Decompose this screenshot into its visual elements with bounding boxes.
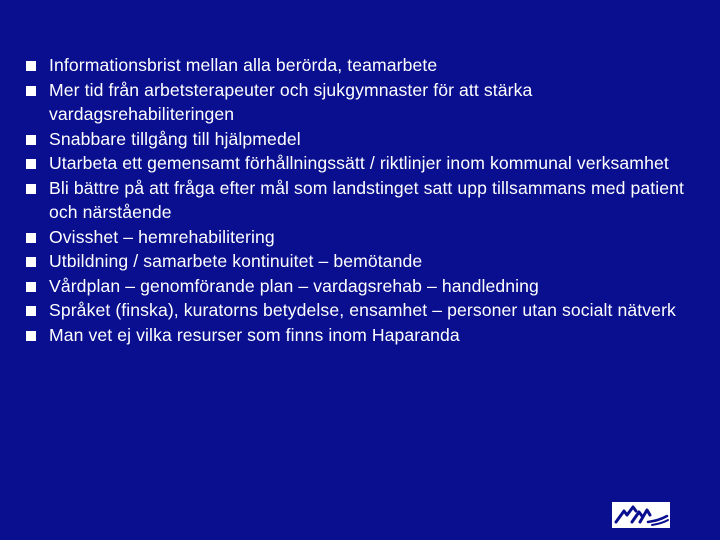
square-bullet-icon [26,331,36,341]
bullet-text: Ovisshet – hemrehabilitering [49,226,275,247]
bullet-text: Utbildning / samarbete kontinuitet – bemötande [49,251,423,271]
bullet-item [26,127,706,152]
bullet-text: Bli bättre på att fråga efter mål som landstinget satt upp tillsammans med patient och närstående [49,177,685,222]
bullet-item [26,323,706,348]
square-bullet-icon [26,257,36,267]
bullet-list [26,53,706,347]
square-bullet-icon [26,282,36,292]
bullet-text: Vårdplan – genomförande plan – vardagsrehab – handledning [49,275,539,296]
bullet-text: Mer tid från arbetsterapeuter och sjukgymnaster för att stärka vardagsrehabiliteringen [49,79,533,124]
bullet-item [26,53,706,78]
bullet-item [26,274,706,299]
bullet-item [26,225,706,250]
nll-logo-icon [612,502,670,528]
square-bullet-icon [26,159,36,169]
bullet-item [26,151,706,176]
bullet-item [26,176,706,225]
square-bullet-icon [26,233,36,243]
bullet-text: Snabbare tillgång till hjälpmedel [49,128,301,149]
square-bullet-icon [26,306,36,316]
bullet-item [26,298,706,323]
square-bullet-icon [26,61,36,71]
bullet-item [26,78,706,127]
bullet-text: Informationsbrist mellan alla berörda, teamarbete [49,55,438,75]
square-bullet-icon [26,184,36,194]
bullet-text: Språket (finska), kuratorns betydelse, ensamhet – personer utan socialt nätverk [49,300,676,320]
square-bullet-icon [26,135,36,145]
bullet-text: Man vet ej vilka resurser som finns inom Haparanda [49,324,460,345]
bullet-item [26,249,706,274]
bullet-text: Utarbeta ett gemensamt förhållningssätt / riktlinjer inom kommunal verksamhet [49,153,669,173]
square-bullet-icon [26,86,36,96]
nll-logo-graphic [612,502,670,528]
